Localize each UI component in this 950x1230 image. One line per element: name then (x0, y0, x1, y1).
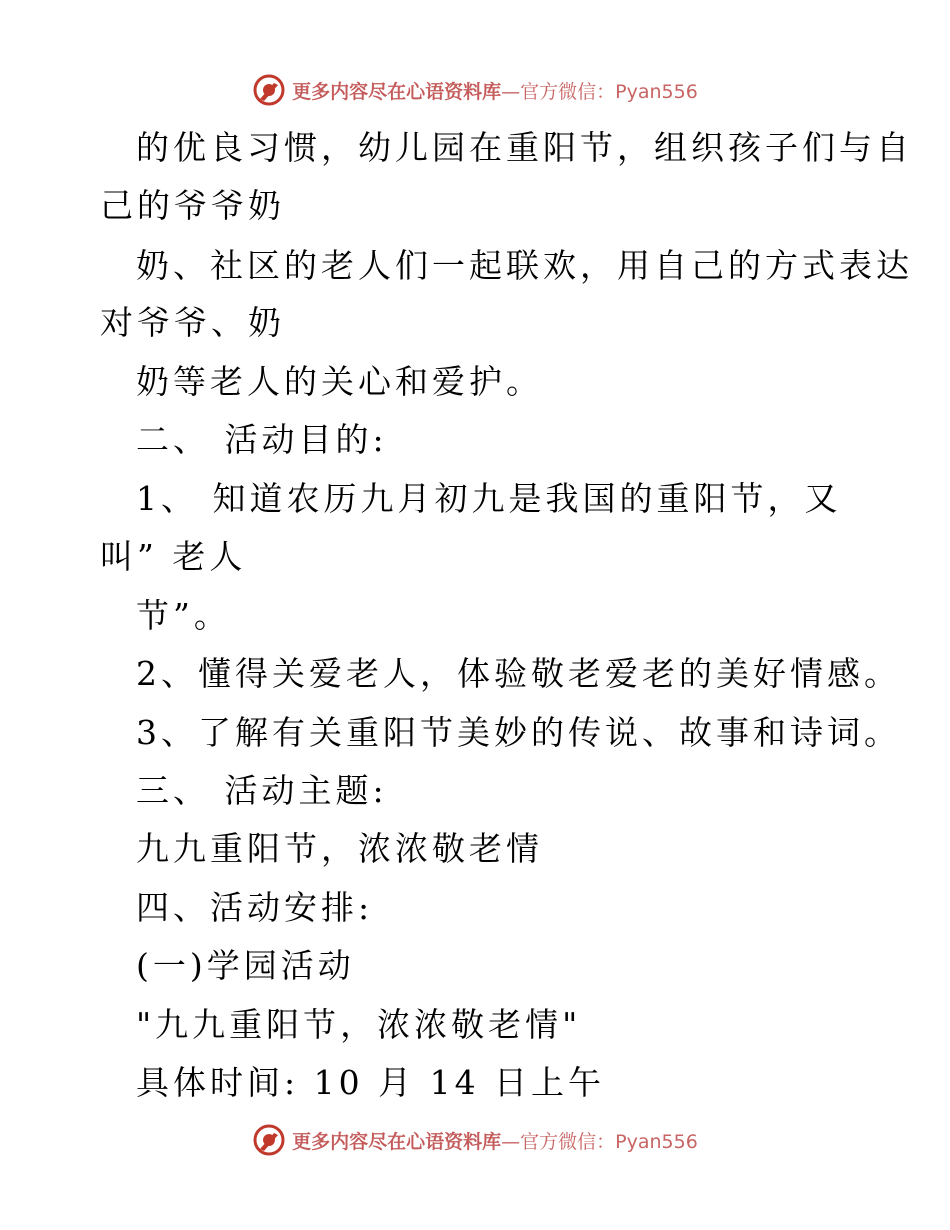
logo-icon (252, 1123, 286, 1157)
text-line: 叫” 老人 (100, 537, 247, 576)
header-watermark (0, 70, 950, 110)
text-line: 奶、社区的老人们一起联欢，用自己的方式表达 (136, 246, 913, 285)
section-heading: 二、 活动目的: (136, 420, 388, 459)
text-line: 1、 知道农历九月初九是我国的重阳节，又 (136, 479, 842, 518)
text-line: "九九重阳节，浓浓敬老情" (136, 1005, 582, 1044)
text-line: 己的爷爷奶 (100, 186, 285, 225)
watermark-text: 更多内容尽在心语资料库—官方微信：Pyan556 (292, 80, 698, 103)
text-line: 2、懂得关爱老人，体验敬老爱老的美好情感。 (136, 654, 901, 693)
text-line: 的优良习惯，幼儿园在重阳节，组织孩子们与自 (136, 128, 913, 167)
section-heading: 四、活动安排: (136, 888, 374, 927)
text-line: 具体时间: 10 月 14 日上午 (136, 1063, 606, 1102)
subsection-heading: (一)学园活动 (136, 946, 355, 985)
footer-watermark (0, 1120, 950, 1160)
section-heading: 三、 活动主题: (136, 771, 388, 810)
logo-icon (252, 73, 286, 107)
text-line: 3、了解有关重阳节美妙的传说、故事和诗词。 (136, 713, 901, 752)
text-line: 奶等老人的关心和爱护。 (136, 362, 543, 401)
text-line: 节”。 (136, 596, 231, 635)
watermark-text: 更多内容尽在心语资料库—官方微信：Pyan556 (292, 1130, 698, 1153)
text-line: 对爷爷、奶 (100, 303, 285, 342)
text-line: 九九重阳节，浓浓敬老情 (136, 829, 543, 868)
